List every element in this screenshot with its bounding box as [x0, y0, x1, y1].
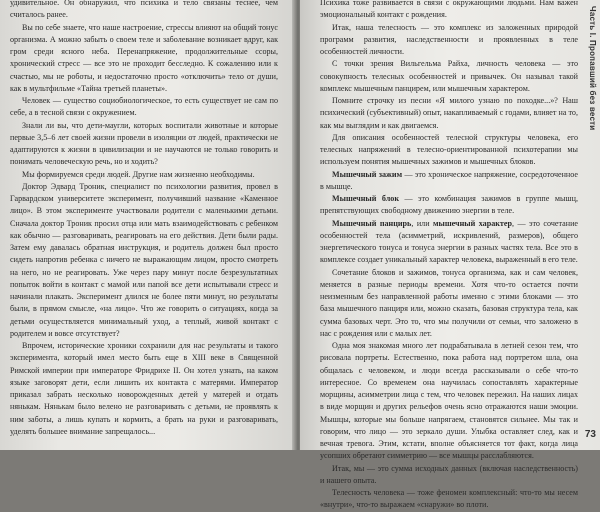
paragraph: Доктор Эдвард Троник, специалист по психологии развития, провел в Гарвардском университете эксперимент, получивший название «Каменное лицо». В этом эксперименте участвовали родители с маленькими детьми. Сначала доктор Троник просил отца или мать взаимодействовать с ребенком как обычно — разговаривать, реагировать на его действия. Дети были рады. Затем ему давалась обратная инструкция, и родитель должен был просто сидеть напротив ребенка с ничего не выражающим лицом, просто смотреть на него, но не реагировать. Уже через пару минут после безрезультатных попыток войти в контакт с мамой или папой все дети испытывали стресс и начинали плакать. Эксперимент длился не более пяти минут, но результаты были, в прямом смысле, «на лицо». Что же говорить о ситуациях, когда за детьми осуществляется минимальный уход, а теплый, живой контакт с родителем и вовсе отсутствует? — [10, 181, 278, 338]
paragraph: удивительное. Он обнаружил, что психика и тело связаны теснее, чем считалось ранее. — [10, 0, 278, 20]
paragraph: Мы формируемся среди людей. Другие нам жизненно необходимы. — [22, 169, 255, 179]
paragraph: Человек — существо социобиологическое, то есть существует не сам по себе, а в тесной связи с окружением. — [10, 96, 278, 118]
paragraph: Впрочем, исторические хроники сохранили для нас результаты и такого эксперимента, который имел место быть еще в XIII веке в Священной Римской империи при императоре Фридрихе II. Он хотел узнать, на каком языке заговорят дети, если лишить их контакта с матерями. Император приказал забрать несколько новорожденных детей у матерей и отдать нянькам. Нянькам было велено не разговаривать с детьми, не проявлять к ним заботы, а лишь купать и кормить, а брать на руки и разговаривать, уделять большее внимание запрещалось... — [10, 341, 278, 436]
term-muscle-character: мышечный характер — [432, 218, 512, 228]
definition-text: — это комбинация зажимов в группе мышц, препятствующих свободному движению энергии в теле. — [320, 194, 578, 216]
left-page-text — [10, 0, 278, 438]
definition-block — [320, 193, 578, 218]
right-page-text — [320, 0, 578, 512]
running-head: Часть I. Пропавший без вести — [588, 6, 597, 131]
term-muscle-armor: Мышечный панцирь — [332, 218, 412, 228]
right-page — [300, 0, 600, 510]
paragraph: Итак, наша телесность — это комплекс из заложенных природой программ развития, наследственности и проявленных в теле особенностей личности. — [320, 22, 578, 56]
definition-armor — [320, 218, 578, 267]
term-muscle-block: Мышечный блок — [332, 194, 399, 203]
definition-text: , — это сочетание особенностей тела (асимметрий, искривлений, размеров), общего энергетического тонуса и тонуса энергии в разных частях тела. Все это в комплексе создает уникальный характер человека, выраженный в его теле. — [320, 218, 578, 265]
paragraph: С точки зрения Вильгельма Райха, личность человека — это совокупность телесных особенностей и привычек. Он называл такой комплекс мышечным панцирем, или мышечным характером. — [320, 59, 578, 93]
paragraph: Знали ли вы, что дети-маугли, которых воспитали животные и которые первые 3,5–6 лет своей жизни провели в изоляции от людей, практически не адаптируются к жизни в цивилизации и не научаются не только говорить и понимать человеческую речь, но и ходить? — [10, 120, 278, 167]
left-page — [0, 0, 296, 450]
definition-connector: , или — [411, 218, 433, 228]
paragraph: Вы по себе знаете, что наше настроение, стрессы влияют на общий тонус организма. А можно забыть о своем теле и заболевание возникает вдруг, как гром среди ясного неба. Перенапряжение, продолжительные ссоры, хронический стресс — все это не проходит бесследно. К сожалению или к счастью, мы не роботы, и недостаточно просто «отключить» тело от души, как в мультфильме «Тайна третьей планеты». — [10, 22, 278, 93]
definition-text: — это хроническое напряжение, сосредоточенное в мышце. — [320, 169, 579, 191]
page-number: 73 — [584, 429, 596, 440]
paragraph: Сочетание блоков и зажимов, тонуса организма, как и сам человек, меняется в разные периоды времени. Хотя что-то остается почти неизменным без направленной работы именно с этими блоками — это база мышечного панциря или, можно сказать, базовая структура тела, как сумма базовых черт. Это то, что мы получили от семьи, что заложено в нас с рождения или с малых лет. — [320, 267, 578, 338]
paragraph: Помните строчку из песни «Я милого узнаю по походке...»? Наш психический (субъективный) опыт, накапливаемый с годами, влияет на то, как мы выглядим и как двигаемся. — [320, 96, 578, 130]
term-muscle-clamp: Мышечный зажим — [332, 169, 403, 179]
paragraph: Для описания особенностей телесной структуры человека, его телесных напряжений в телесно-ориентированной психотерапии мы используем понятия мышечных зажимов и мышечных блоков. — [320, 132, 578, 167]
definition-clamp — [320, 169, 578, 194]
paragraph: Психика тоже развивается в связи с окружающими людьми. Нам важен эмоциональный контакт с рождения. — [320, 0, 578, 20]
paragraph: Итак, мы — это сумма исходных данных (включая наследственность) и нашего опыта. — [320, 463, 578, 485]
paragraph: Одна моя знакомая много лет подрабатывала в летней сезон тем, что рисовала портреты. Естественно, пока работа над портретом шла, она общалась с человеком, и люди всегда рассказывали о себе что-то интересное. Со временем она научилась сопоставлять характерные морщины, асимметрии лица с тем, что человек пережил. На наших лицах в виде морщин и других рельефов очень ясно отражаются наши эмоции. Мышцы, которые мы больше напрягаем, становятся сильнее. Мы так и говорим, что лицо — это зеркало души. Улыбка оставляет след, как и вечная тревога. Этим, кстати, вполне объясняется тот факт, когда лица усопших обретают симметрию — все мышцы расслабляются. — [320, 341, 578, 461]
paragraph: Телесность человека — тоже феномен комплексный: что-то мы несем «внутри», что-то выражаем «снаружи» во плоти. — [320, 488, 578, 510]
